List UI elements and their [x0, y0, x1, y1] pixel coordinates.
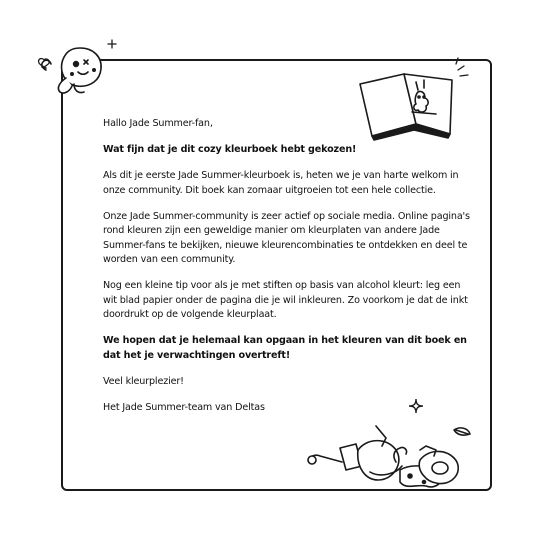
paragraph-tip: Nog een kleine tip voor als je met stiften op basis van alcohol kleurt: leg een wit blad papier onder de pagina die je wil inkleuren. Zo voorkom je dat de inkt doordrukt op de volgende kleurplaat.	[103, 280, 468, 320]
paragraph-community: Onze Jade Summer-community is zeer actief op sociale media. Online pagina's rond kleuren zijn een geweldige manier om kleurplaten van andere Jade Summer-fans te bekijken, nieuwe kleurencombinaties te ontdekken en deel te worden van een community.	[103, 210, 470, 265]
paragraph-welcome: Als dit je eerste Jade Summer-kleurboek is, heten we je van harte welkom in onze community. Dit boek kan zomaar uitgroeien tot een hele collectie.	[103, 170, 459, 196]
coloring-book-icon	[356, 64, 476, 144]
spilled-ink-bottle-icon	[300, 420, 490, 500]
headline: Wat fijn dat je dit cozy kleurboek hebt gekozen!	[103, 144, 357, 155]
signature: Het Jade Summer-team van Deltas	[103, 401, 265, 413]
letter-body	[103, 117, 473, 427]
sign-off: Veel kleurplezier!	[103, 375, 184, 387]
greeting: Hallo Jade Summer-fan,	[103, 118, 213, 129]
sparkle-icon	[408, 398, 424, 414]
closing-message: We hopen dat je helemaal kan opgaan in het kleuren van dit boek en dat het je verwachtingen overtreft!	[103, 335, 467, 361]
cookie-mascot-icon	[36, 34, 126, 114]
